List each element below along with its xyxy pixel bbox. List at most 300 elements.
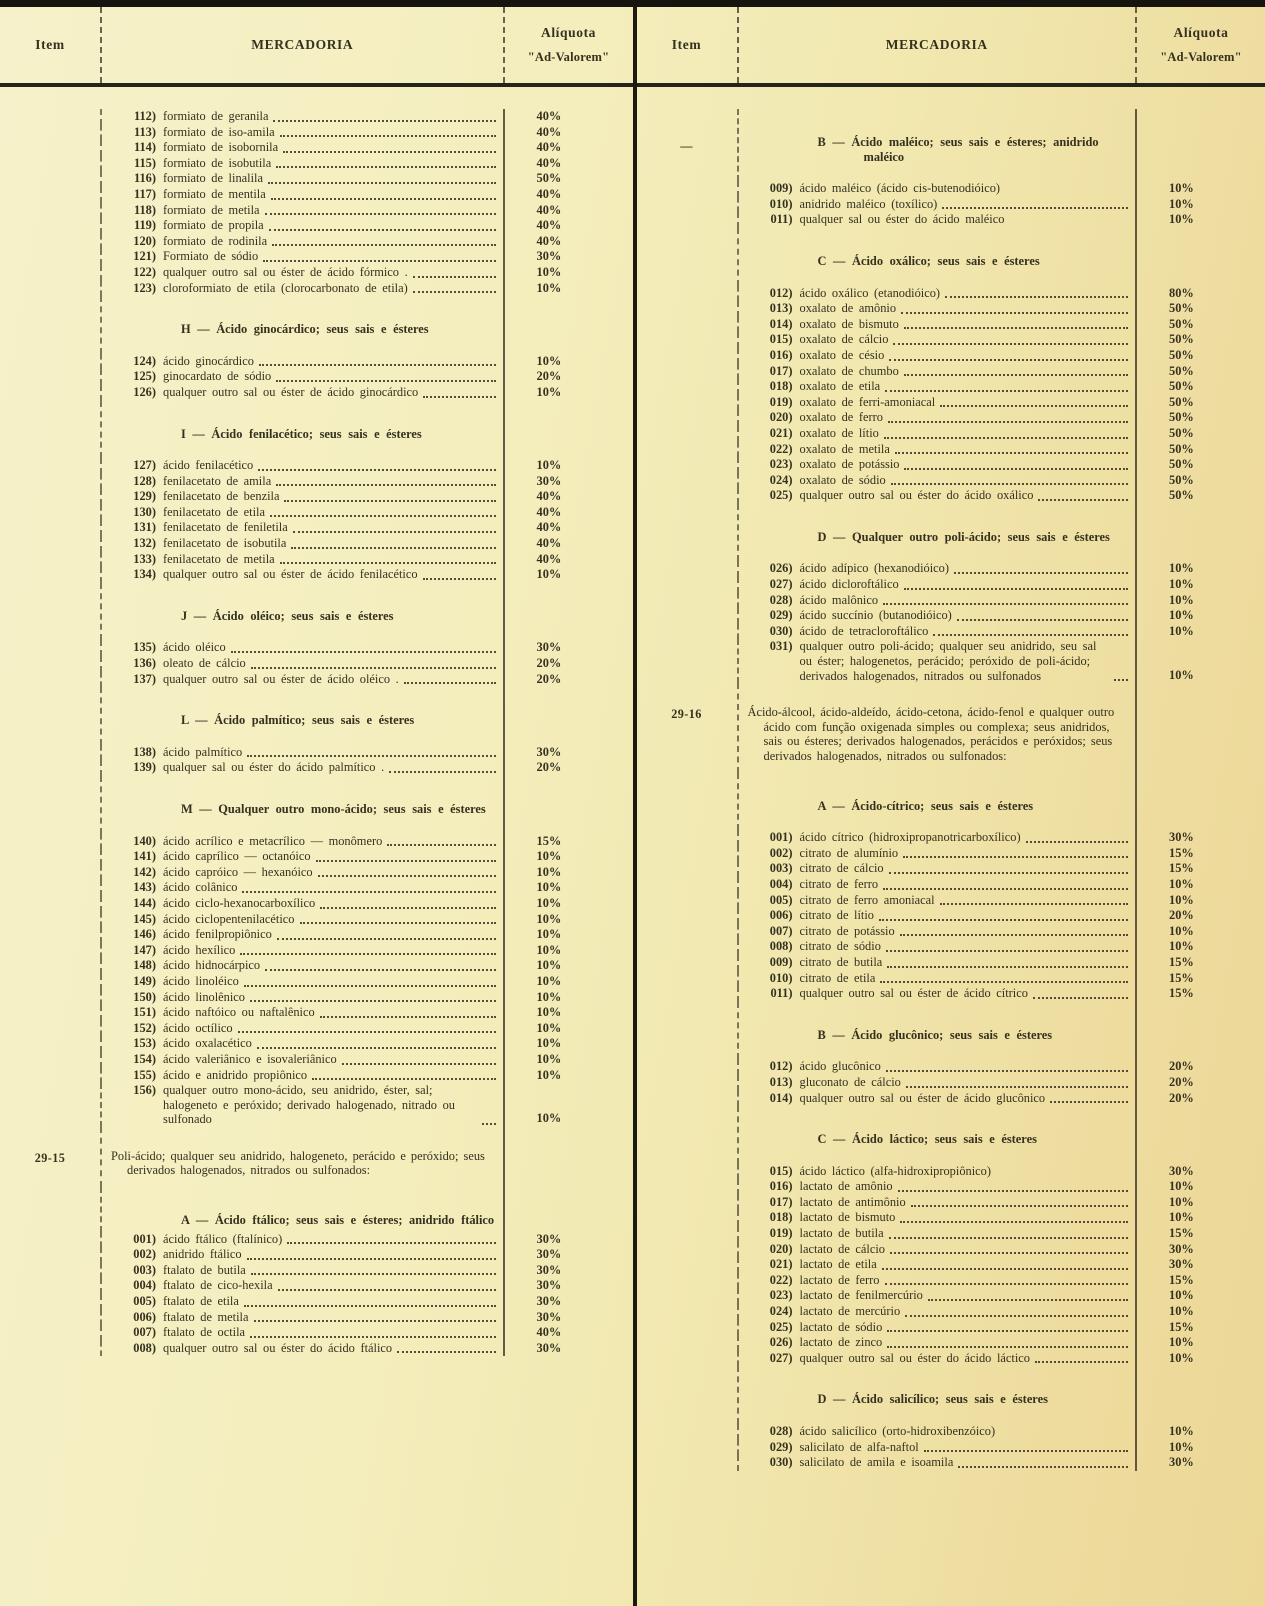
rate-value: 20% [536, 656, 562, 671]
mercadoria-cell [100, 354, 505, 370]
rate-cell [1137, 955, 1265, 971]
item-cell [0, 958, 100, 974]
mercadoria-cell [737, 317, 1138, 333]
item-cell [637, 457, 737, 473]
mercadoria-cell [100, 1187, 505, 1232]
item-description-text: citrato de lítio [799, 908, 875, 923]
item-description-text: fenilacetato de feniletila [163, 520, 288, 535]
dot-leader [889, 872, 1128, 874]
item-number: 020) [769, 1241, 793, 1256]
item-cell [637, 1366, 737, 1424]
item-cell [0, 656, 100, 672]
table-row [0, 1310, 633, 1326]
rate-cell [1137, 877, 1265, 893]
item-description [800, 1059, 1131, 1074]
item-description [163, 958, 498, 973]
table-row [0, 865, 633, 881]
mercadoria-cell [737, 877, 1138, 893]
item-description-text: ácido e anidrido propiônico [163, 1067, 308, 1082]
rate-value: 50% [1169, 316, 1194, 331]
mercadoria-cell [100, 672, 505, 688]
rate-value: 15% [1169, 861, 1194, 876]
item-cell [0, 249, 100, 265]
item-description [163, 640, 498, 655]
mercadoria-cell [100, 552, 505, 568]
item-description-text: fenilacetato de isobutila [163, 536, 287, 551]
dot-leader [413, 276, 496, 278]
item-cell [0, 1278, 100, 1294]
rate-value: 10% [1169, 1424, 1194, 1438]
table-row [0, 156, 633, 172]
table-row [0, 974, 633, 990]
rate-value: 40% [536, 109, 562, 123]
table-row [637, 317, 1265, 333]
item-description [163, 567, 498, 582]
rate-cell [1137, 1335, 1265, 1351]
item-description [800, 986, 1131, 1001]
item-cell [637, 1288, 737, 1304]
item-description [163, 489, 498, 504]
rate-cell [1137, 212, 1265, 228]
item-description [163, 171, 498, 186]
column-header-item [0, 7, 100, 83]
dot-leader [903, 856, 1128, 858]
rate-value: 50% [1169, 425, 1194, 440]
rate-value: 40% [536, 140, 562, 155]
mercadoria-cell [100, 187, 505, 203]
item-cell [637, 1075, 737, 1091]
rate-cell [505, 896, 633, 912]
item-number: 023) [769, 1288, 793, 1303]
dot-leader [945, 296, 1128, 298]
item-description-text: formiato de mentila [163, 186, 266, 201]
item-description-text: formiato de metila [163, 202, 260, 217]
dot-leader [250, 1000, 496, 1002]
rate-cell [505, 369, 633, 385]
item-cell [637, 426, 737, 442]
table-row [637, 426, 1265, 442]
item-cell [637, 624, 737, 640]
dot-leader [886, 950, 1128, 952]
dot-leader [1114, 679, 1128, 681]
item-description [800, 1304, 1131, 1319]
table-row [0, 536, 633, 552]
table-row [637, 197, 1265, 213]
rate-cell [1137, 971, 1265, 987]
mercadoria-cell [737, 1424, 1138, 1440]
item-description [800, 971, 1131, 986]
rate-cell [505, 109, 633, 125]
rate-value: 15% [1169, 1226, 1194, 1241]
item-description [800, 639, 1131, 683]
mercadoria-cell [100, 265, 505, 281]
item-description-text: lactato de etila [799, 1257, 877, 1272]
item-number: 022) [769, 441, 793, 456]
dot-leader [940, 405, 1128, 407]
item-description-text: ácido fenilacético [163, 458, 254, 473]
mercadoria-cell [100, 1068, 505, 1084]
item-description-text: ácido ciclopentenilacético [163, 911, 295, 926]
right-page-column [633, 7, 1265, 1606]
dot-leader [280, 135, 496, 137]
item-cell [0, 296, 100, 354]
rate-value: 40% [536, 124, 562, 139]
dot-leader [247, 755, 495, 757]
rate-cell [1137, 442, 1265, 458]
rate-value: 40% [536, 504, 562, 519]
table-row [0, 369, 633, 385]
section-heading: D — Qualquer outro poli-ácido; seus sais e ésteres [817, 529, 1110, 544]
item-description [163, 912, 498, 927]
item-cell [637, 830, 737, 846]
mercadoria-cell [737, 1075, 1138, 1091]
item-cell [637, 395, 737, 411]
table-row [637, 1424, 1265, 1440]
table-row [637, 1455, 1265, 1471]
dot-leader [890, 1252, 1128, 1254]
item-description-text: ácido ginocárdico [163, 353, 254, 368]
item-description [800, 624, 1131, 639]
mercadoria-cell [100, 125, 505, 141]
rate-cell [505, 974, 633, 990]
rate-value: 40% [536, 155, 562, 170]
rate-cell [505, 458, 633, 474]
section-heading-row [0, 583, 633, 641]
table-row [0, 187, 633, 203]
item-description [800, 577, 1131, 592]
item-number: 135) [133, 640, 156, 655]
group-paragraph: Ácido-álcool, ácido-aldeído, ácido-cetona, ácido-fenol e qualquer outro ácido com função oxigenada simples ou complexa; seus anidridos, sais ou ésteres; derivados halogenados, perácidos e peróxidos; seus derivados halogenados, nitrados ou sulfonados: [747, 705, 1115, 763]
item-number: 125) [133, 369, 156, 384]
rate-value: 10% [536, 880, 562, 895]
item-number: 130) [133, 504, 156, 519]
item-cell [0, 1325, 100, 1341]
item-description [800, 1273, 1131, 1288]
rate-value: 40% [536, 233, 562, 248]
item-description [163, 1068, 498, 1083]
item-number: 156) [133, 1083, 156, 1098]
rate-cell [1137, 846, 1265, 862]
item-cell [0, 1232, 100, 1248]
item-cell [0, 745, 100, 761]
rate-cell [505, 1036, 633, 1052]
item-cell [0, 385, 100, 401]
rate-value: 10% [536, 280, 562, 295]
rate-value: 20% [536, 760, 562, 775]
item-number: 136) [133, 656, 156, 671]
item-description-text: ácido capróico — hexanóico [163, 864, 313, 879]
item-description [800, 1351, 1131, 1366]
item-cell [0, 776, 100, 834]
item-cell [0, 1187, 100, 1232]
item-cell [0, 489, 100, 505]
dot-leader [265, 213, 496, 215]
rate-cell [505, 249, 633, 265]
rate-cell [1137, 639, 1265, 683]
table-row [637, 908, 1265, 924]
rate-value: 10% [536, 567, 562, 582]
item-cell [0, 1005, 100, 1021]
item-cell: 29-16 [671, 707, 702, 722]
column-header-mercadoria-label: MERCADORIA [251, 37, 354, 52]
item-cell [637, 955, 737, 971]
rate-cell [1137, 939, 1265, 955]
item-number: 124) [133, 353, 156, 368]
mercadoria-cell [100, 385, 505, 401]
mercadoria-cell [737, 228, 1138, 286]
rate-cell [1137, 109, 1265, 181]
item-number: 142) [133, 864, 156, 879]
rate-cell [1137, 1226, 1265, 1242]
rate-cell [505, 1187, 633, 1232]
rate-value: 40% [536, 520, 562, 535]
rate-cell [1137, 1059, 1265, 1075]
dot-leader [928, 1299, 1128, 1301]
item-cell [0, 1263, 100, 1279]
dot-leader [1035, 1361, 1128, 1363]
item-description-text: citrato de alumínio [799, 845, 899, 860]
rate-cell [1137, 1210, 1265, 1226]
mercadoria-cell [737, 286, 1138, 302]
rate-value: 10% [1169, 181, 1194, 196]
item-number: 004) [769, 876, 793, 891]
rate-value: 15% [1169, 970, 1194, 985]
dot-leader [889, 1237, 1128, 1239]
rate-cell [505, 990, 633, 1006]
item-number: 011) [770, 212, 793, 227]
rate-cell [1137, 561, 1265, 577]
item-description-text: citrato de ferro [799, 876, 879, 891]
item-cell [0, 140, 100, 156]
rate-value: 10% [536, 458, 562, 473]
item-cell: — [680, 139, 693, 153]
mercadoria-cell [737, 955, 1138, 971]
item-description [163, 474, 498, 489]
rate-value: 10% [1169, 1304, 1194, 1319]
mercadoria-cell [737, 504, 1138, 562]
mercadoria-cell [100, 1247, 505, 1263]
rate-cell [1137, 1075, 1265, 1091]
table-row [0, 943, 633, 959]
section-heading: B — Ácido maléico; seus sais e ésteres; anidrido maléico [817, 135, 1099, 164]
item-description-text: formiato de isobornila [163, 140, 279, 155]
rate-value: 10% [1169, 1194, 1194, 1209]
mercadoria-cell [737, 181, 1138, 197]
item-description [800, 1075, 1131, 1090]
column-header-aliquota-line2: "Ad-Valorem" [1160, 50, 1242, 64]
item-description-text: qualquer outro sal ou éster do ácido láctico [799, 1350, 1030, 1365]
rate-cell [1137, 228, 1265, 286]
table-row [0, 1232, 633, 1248]
item-description [163, 1232, 498, 1247]
item-description-text: citrato de etila [799, 970, 876, 985]
mercadoria-cell [100, 520, 505, 536]
item-cell [637, 1164, 737, 1180]
mercadoria-cell [100, 458, 505, 474]
item-description [163, 1310, 498, 1325]
rate-value: 50% [1169, 441, 1194, 456]
dot-leader [423, 396, 495, 398]
dot-leader [886, 1070, 1128, 1072]
item-number: 030) [769, 623, 793, 638]
item-description-text: oxalato de metila [799, 441, 890, 456]
item-description [163, 1278, 498, 1293]
table-row [0, 760, 633, 776]
item-number: 016) [769, 347, 793, 362]
table-row [637, 1210, 1265, 1226]
table-row [637, 348, 1265, 364]
rate-value: 10% [536, 1036, 562, 1051]
rate-cell [1137, 577, 1265, 593]
section-heading: M — Qualquer outro mono-ácido; seus sais e ésteres [181, 802, 486, 816]
item-description-text: oxalato de ferri-amoniacal [799, 394, 936, 409]
item-number: 013) [769, 1074, 793, 1089]
rate-cell [1137, 683, 1265, 772]
rate-cell [505, 1247, 633, 1263]
item-description-text: citrato de butila [799, 954, 883, 969]
mercadoria-cell [100, 156, 505, 172]
table-row [637, 939, 1265, 955]
rate-value: 10% [1169, 577, 1194, 592]
item-number: 138) [133, 744, 156, 759]
mercadoria-cell [737, 577, 1138, 593]
table-row [0, 1278, 633, 1294]
dot-leader [880, 981, 1128, 983]
rate-cell [505, 520, 633, 536]
rate-value: 10% [1169, 939, 1194, 954]
item-description [163, 156, 498, 171]
item-description [163, 109, 498, 124]
rate-value: 10% [1169, 1350, 1194, 1365]
item-cell [0, 896, 100, 912]
rate-cell [505, 140, 633, 156]
rate-value: 20% [1169, 1059, 1194, 1074]
table-row [637, 608, 1265, 624]
item-number: 031) [769, 639, 793, 654]
rate-cell [1137, 986, 1265, 1002]
item-cell [637, 348, 737, 364]
item-description-text: cloroformiato de etila (clorocarbonato de etila) [163, 280, 408, 295]
table-row [637, 1440, 1265, 1456]
mercadoria-cell [100, 687, 505, 745]
item-number: 120) [133, 233, 156, 248]
table-row [0, 912, 633, 928]
item-number: 025) [769, 1319, 793, 1334]
dot-leader [280, 562, 496, 564]
rate-value: 30% [536, 473, 562, 488]
mercadoria-cell [737, 109, 1138, 181]
item-cell [0, 1052, 100, 1068]
item-number: 025) [769, 488, 793, 503]
rate-value: 10% [1169, 1179, 1194, 1194]
rate-value: 10% [536, 353, 562, 368]
dot-leader [887, 1330, 1128, 1332]
item-description-text: lactato de bismuto [799, 1210, 896, 1225]
item-description [800, 1179, 1131, 1194]
item-description [800, 924, 1131, 939]
item-number: 115) [133, 155, 156, 170]
rate-value: 30% [1169, 830, 1194, 845]
item-number: 116) [133, 171, 156, 186]
item-description [163, 672, 498, 687]
mercadoria-cell [737, 1242, 1138, 1258]
item-description-text: lactato de antimônio [799, 1194, 906, 1209]
table-row [637, 639, 1265, 683]
rate-cell [1137, 379, 1265, 395]
dot-leader [293, 531, 496, 533]
mercadoria-cell [737, 348, 1138, 364]
item-description-text: qualquer outro sal ou éster do ácido ftálico [163, 1340, 393, 1355]
mercadoria-cell [737, 846, 1138, 862]
mercadoria-cell [737, 1164, 1138, 1180]
item-number: 005) [769, 892, 793, 907]
table-row [637, 364, 1265, 380]
item-description-text: ácido fenilpropiônico [163, 927, 272, 942]
item-cell: 29-15 [34, 1150, 66, 1165]
item-description [800, 1226, 1131, 1241]
section-heading: A — Ácido-cítrico; seus sais e ésteres [817, 798, 1034, 813]
rate-value: 10% [1169, 212, 1194, 227]
item-number: 005) [133, 1294, 156, 1309]
table-row [0, 1036, 633, 1052]
rate-cell [505, 1127, 633, 1187]
item-description [800, 608, 1131, 623]
rate-value: 10% [1169, 623, 1194, 638]
item-description-text: ácido ftálico (ftalínico) [163, 1231, 283, 1246]
rate-cell [1137, 286, 1265, 302]
item-description-text: formiato de iso-amila [163, 124, 275, 139]
item-cell [637, 181, 737, 197]
mercadoria-cell [737, 473, 1138, 489]
dot-leader [257, 1047, 496, 1049]
mercadoria-cell [100, 369, 505, 385]
item-description-text: ácido láctico (alfa-hidroxipropiônico) [799, 1163, 991, 1178]
mercadoria-cell [100, 1341, 505, 1357]
item-description-text: fenilacetato de etila [163, 504, 266, 519]
item-number: 007) [133, 1325, 156, 1340]
item-number: 019) [769, 394, 793, 409]
item-number: 027) [769, 577, 793, 592]
item-description [163, 125, 498, 140]
rate-value: 10% [536, 264, 562, 279]
item-description-text: ácido acrílico e metacrílico — monômero [163, 833, 383, 848]
rate-cell [505, 1294, 633, 1310]
item-description-text: ácido oléico [163, 640, 226, 655]
table-body-left [0, 87, 633, 1606]
mercadoria-cell [737, 683, 1138, 772]
item-number: 024) [769, 472, 793, 487]
mercadoria-cell [100, 296, 505, 354]
rate-cell [1137, 1242, 1265, 1258]
mercadoria-cell [737, 364, 1138, 380]
dot-leader [904, 327, 1128, 329]
item-number: 016) [769, 1179, 793, 1194]
rate-cell [505, 552, 633, 568]
item-description-text: ácido salicílico (orto-hidroxibenzóico) [799, 1424, 996, 1438]
dot-leader [887, 966, 1128, 968]
mercadoria-cell [737, 426, 1138, 442]
item-number: 147) [133, 942, 156, 957]
item-description-text: ácido dicloroftálico [799, 577, 899, 592]
item-description [800, 1210, 1131, 1225]
item-number: 022) [769, 1272, 793, 1287]
rate-cell [505, 296, 633, 354]
rate-value: 80% [1169, 285, 1194, 300]
item-cell [0, 505, 100, 521]
item-cell [0, 1341, 100, 1357]
dot-leader [387, 844, 495, 846]
table-row [637, 332, 1265, 348]
